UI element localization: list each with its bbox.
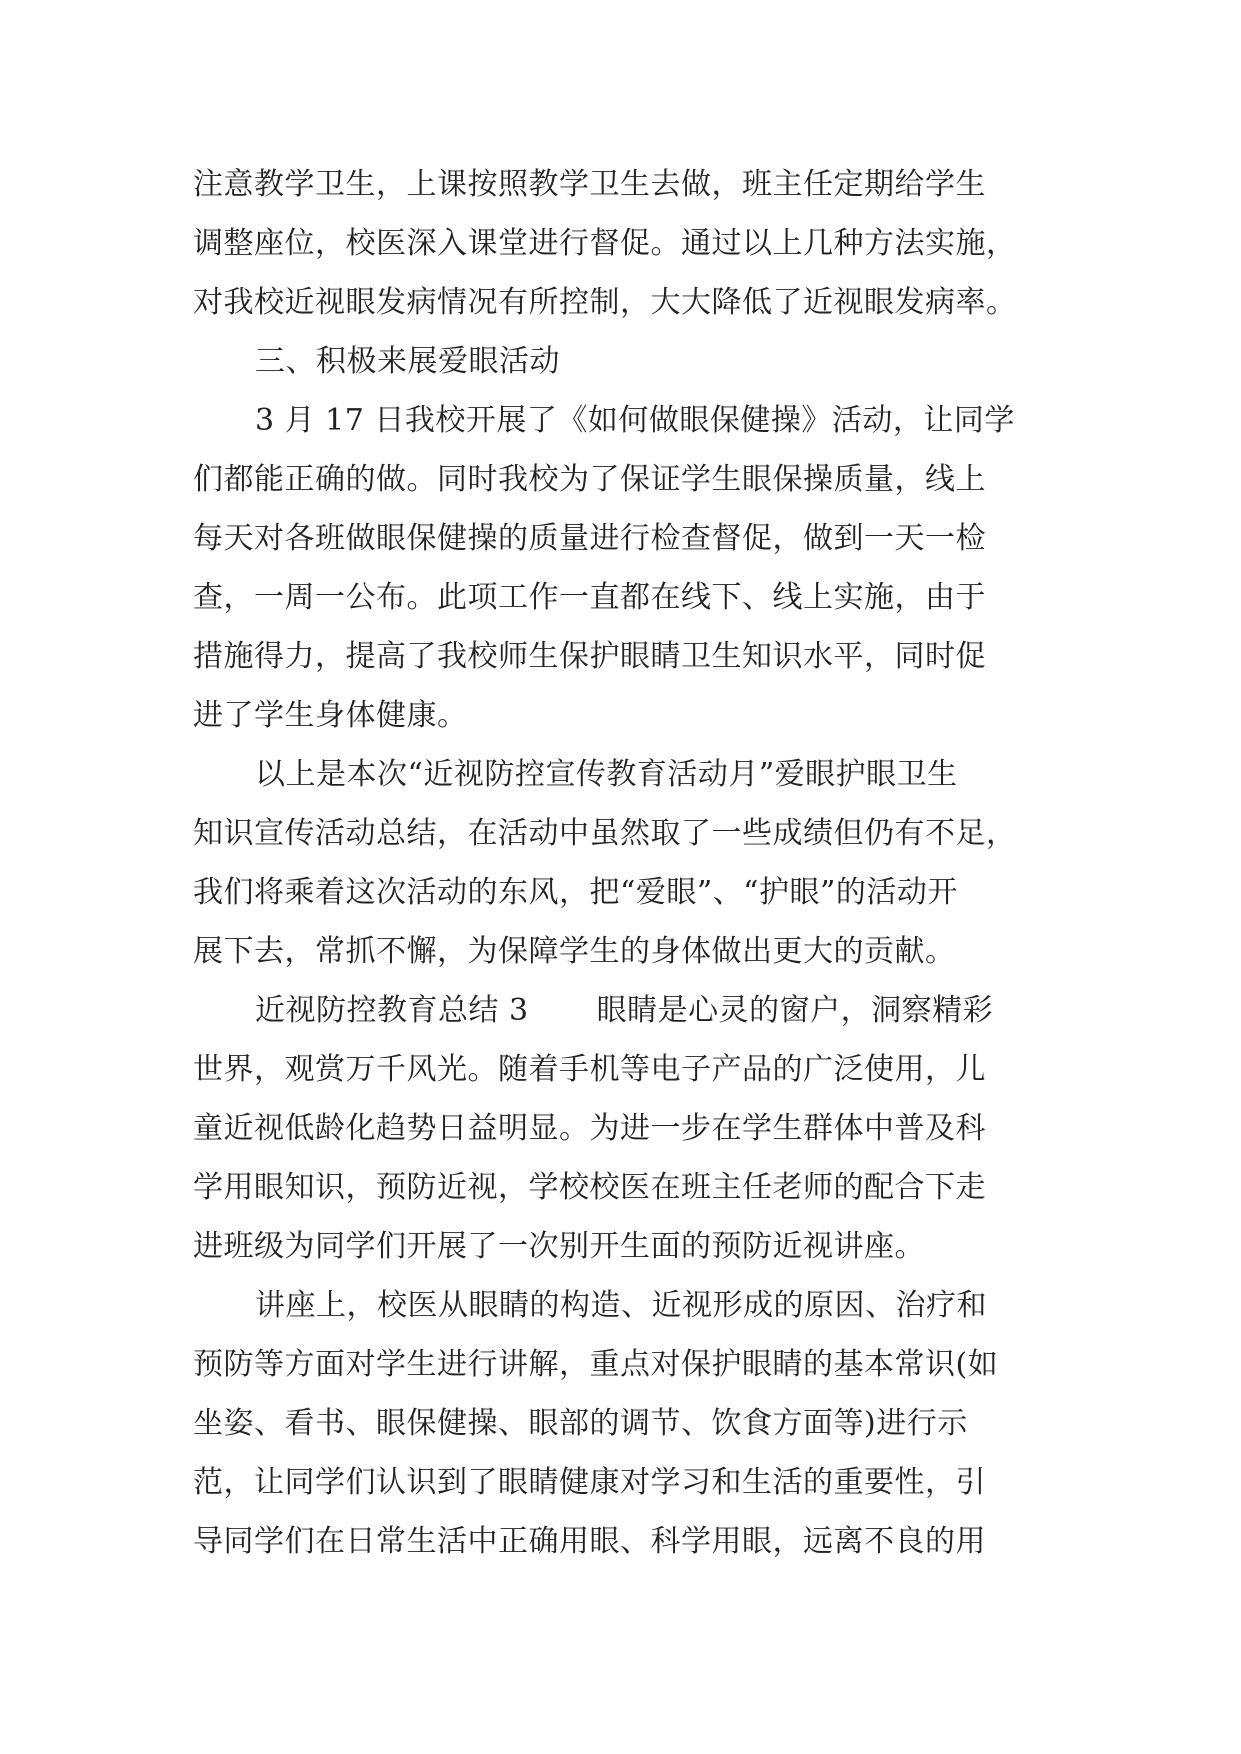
text-line: 注意教学卫生，上课按照教学卫生去做，班主任定期给学生 (193, 167, 986, 202)
section-heading: 三、积极来展爱眼活动 (255, 344, 560, 379)
document-body (193, 155, 1053, 1571)
text-line: 们都能正确的做。同时我校为了保证学生眼保操质量，线上 (193, 462, 986, 497)
text-line: 学用眼知识，预防近视，学校校医在班主任老师的配合下走 (193, 1170, 986, 1205)
text-line: 预防等方面对学生进行讲解，重点对保护眼睛的基本常识(如 (193, 1347, 999, 1382)
text-line: 导同学们在日常生活中正确用眼、科学用眼，远离不良的用 (193, 1524, 986, 1559)
text-line: 进班级为同学们开展了一次别开生面的预防近视讲座。 (193, 1229, 925, 1264)
text-line: 进了学生身体健康。 (193, 698, 468, 733)
text-line: 以上是本次“近视防控宣传教育活动月”爱眼护眼卫生 (255, 757, 958, 792)
text-line: 讲座上，校医从眼睛的构造、近视形成的原因、治疗和 (255, 1288, 987, 1323)
text-line: 措施得力，提高了我校师生保护眼睛卫生知识水平，同时促 (193, 639, 986, 674)
text-line: 范，让同学们认识到了眼睛健康对学习和生活的重要性，引 (193, 1465, 986, 1500)
article-opening: 眼睛是心灵的窗户，洞察精彩 (596, 993, 994, 1028)
text-line: 调整座位，校医深入课堂进行督促。通过以上几种方法实施， (193, 226, 1017, 261)
text-line: 世界，观赏万千风光。随着手机等电子产品的广泛使用，儿 (193, 1052, 986, 1087)
text-line: 查，一周一公布。此项工作一直都在线下、线上实施，由于 (193, 580, 986, 615)
text-line: 对我校近视眼发病情况有所控制，大大降低了近视眼发病率。 (193, 285, 1017, 320)
text-line: 坐姿、看书、眼保健操、眼部的调节、饮食方面等)进行示 (193, 1406, 968, 1441)
article-title: 近视防控教育总结 3 (255, 993, 529, 1028)
text-line: 童近视低龄化趋势日益明显。为进一步在学生群体中普及科 (193, 1111, 986, 1146)
text-line: 每天对各班做眼保健操的质量进行检查督促，做到一天一检 (193, 521, 986, 556)
text-line: 知识宣传活动总结，在活动中虽然取了一些成绩但仍有不足， (193, 816, 1017, 851)
text-line: 展下去，常抓不懈，为保障学生的身体做出更大的贡献。 (193, 934, 956, 969)
text-line: 3 月 17 日我校开展了《如何做眼保健操》活动，让同学 (255, 403, 1015, 438)
text-line: 我们将乘着这次活动的东风，把“爱眼”、“护眼”的活动开 (193, 875, 958, 910)
text-line (193, 981, 1053, 1040)
